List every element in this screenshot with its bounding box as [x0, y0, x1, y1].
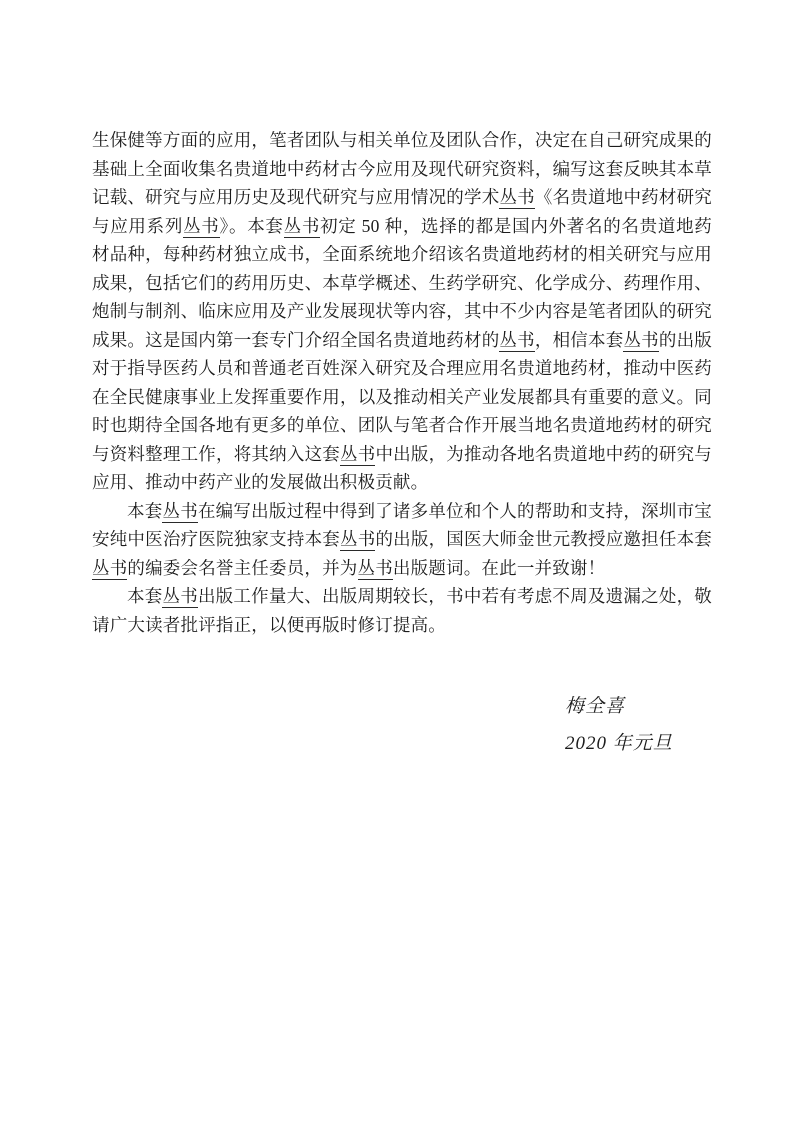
paragraph-text: ，相信本套 [534, 329, 624, 350]
paragraph [92, 497, 712, 583]
paragraph-text: 出版题词。在此一并致谢！ [392, 557, 606, 578]
series-title-underlined: 丛书 [162, 500, 198, 521]
series-title-underlined: 丛书 [340, 529, 376, 549]
series-title-underlined: 丛书 [499, 329, 535, 350]
series-title-underlined: 丛书 [183, 215, 220, 236]
paragraph-text: 》。本套 [219, 215, 284, 236]
paragraph-text: 的编委会名誉主任委员，并为 [127, 557, 358, 578]
paragraph-text: 本套 [127, 500, 163, 521]
paragraph [92, 582, 712, 639]
series-title-underlined: 丛书 [162, 586, 198, 606]
paragraph-text: 出版工作量大、出版周期较长，书中若有考虑不周及遗漏之处，敬请广大读者批评指正，以便再版时修订提高。 [92, 586, 713, 635]
series-title-underlined: 丛书 [357, 557, 393, 578]
paragraph [92, 126, 712, 497]
paragraph-text: 本套 [127, 586, 163, 606]
paragraph-text: 《名贵道地中药材研究与应用系列 [92, 187, 713, 236]
signature-block [565, 688, 673, 762]
preface-body [92, 126, 712, 639]
paragraph-text: 的出版，国医大师金世元教授应邀担任本套 [375, 529, 712, 549]
series-title-underlined: 丛书 [623, 329, 659, 350]
series-title-underlined: 丛书 [283, 215, 321, 236]
series-title-underlined: 丛书 [340, 443, 376, 464]
paragraph-text: 中出版，为推动各地名贵道地中药的研究与应用、推动中药产业的发展做出积极贡献。 [92, 443, 712, 492]
paragraph-text: 生保健等方面的应用，笔者团队与相关单位及团队合作，决定在自己研究成果的基础上全面收集名贵道地中药材古今应用及现代研究资料，编写这套反映其本草记载、研究与应用历史及现代研究与应用情况的学术 [92, 130, 712, 207]
series-title-underlined: 丛书 [92, 557, 128, 578]
paragraph-text: 初定 50 种，选择的都是国内外著名的名贵道地药材品种，每种药材独立成书，全面系统地介绍该名贵道地药材的相关研究与应用成果，包括它们的药用历史、本草学概述、生药学研究、化学成分、药理作用、炮制与制剂、临床应用及产业发展现状等内容，其中不少内容是笔者团队的研究成果。这是国内第一套专门介绍全国名贵道地药材的 [92, 215, 712, 350]
signature-date: 2020 年元旦 [565, 733, 673, 754]
signature-name: 梅全喜 [565, 696, 626, 717]
paragraph-text: 的出版对于指导医药人员和普通老百姓深入研究及合理应用名贵道地药材，推动中医药在全民健康事业上发挥重要作用，以及推动相关产业发展都具有重要的意义。同时也期待全国各地有更多的单位、团队与笔者合作开展当地名贵道地药材的研究与资料整理工作，将其纳入这套 [92, 329, 713, 464]
paragraph-text: 在编写出版过程中得到了诸多单位和个人的帮助和支持，深圳市宝安纯中医治疗医院独家支持本套 [92, 500, 713, 549]
series-title-underlined: 丛书 [499, 187, 535, 207]
